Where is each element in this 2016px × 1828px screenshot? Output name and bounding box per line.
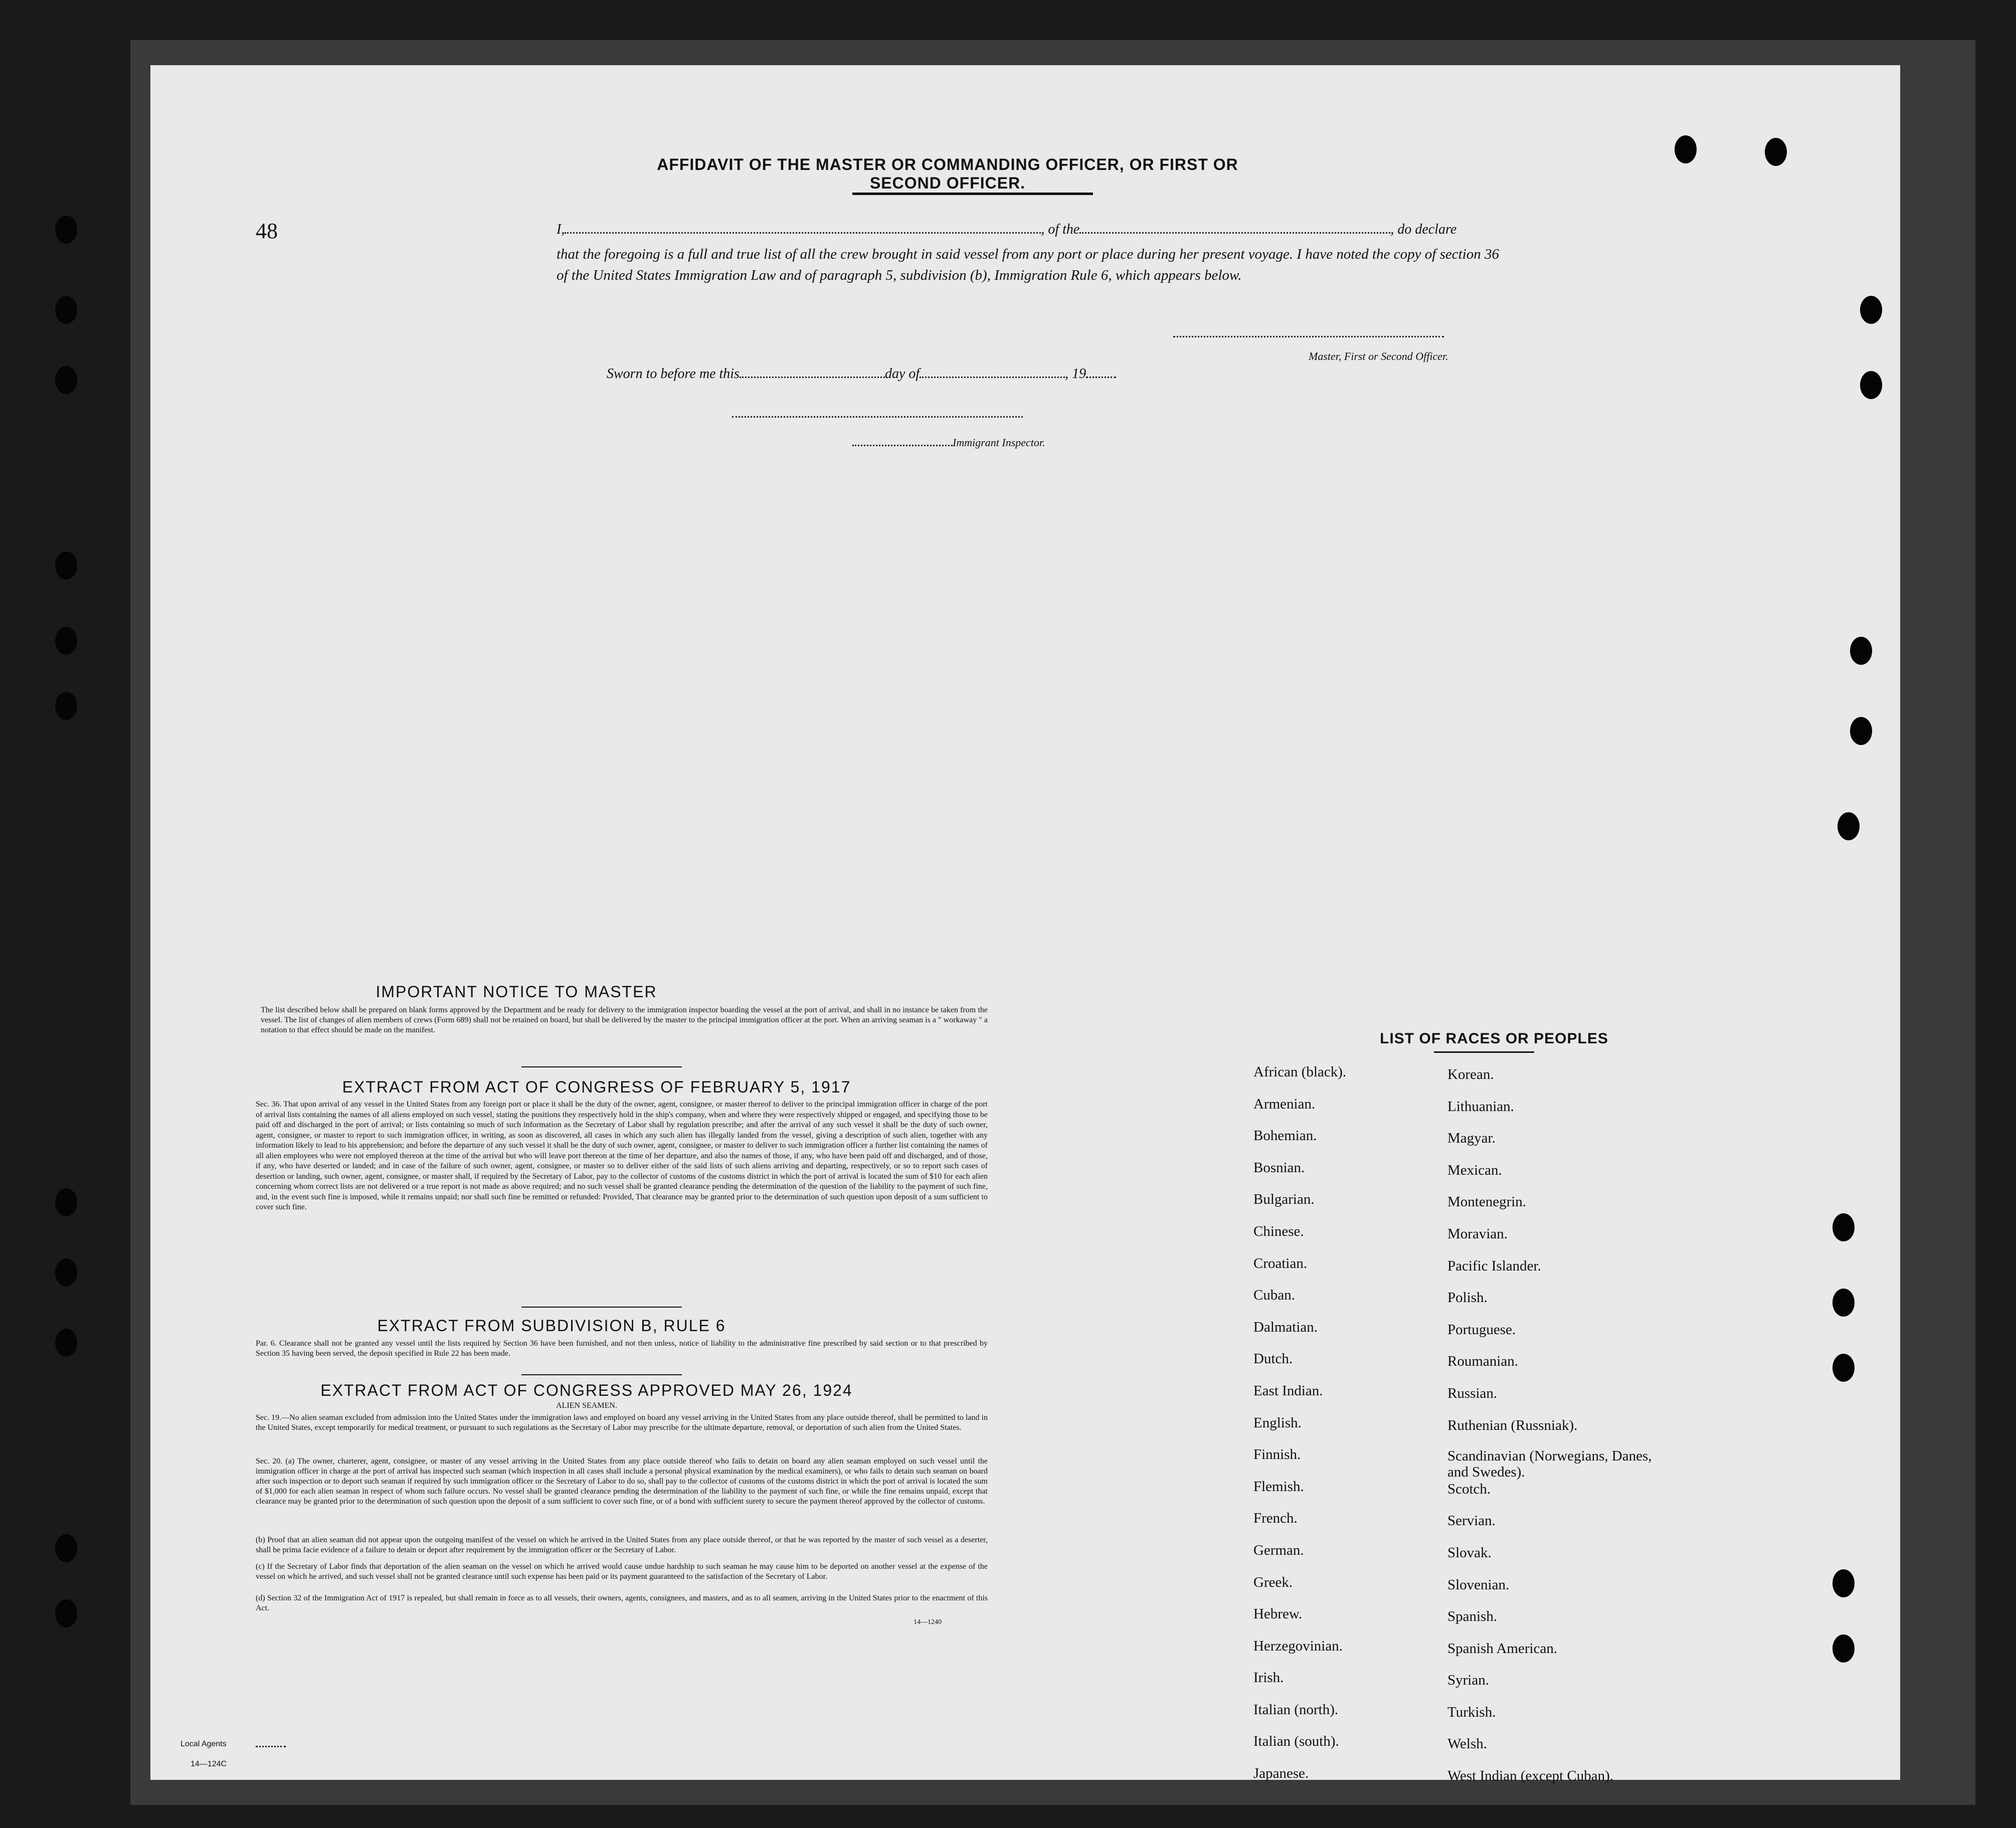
inspector-blank — [852, 445, 953, 446]
local-agents-blank — [256, 1746, 286, 1747]
race-item: Mexican. — [1447, 1162, 1502, 1178]
name-blank — [565, 232, 1041, 234]
race-item: Herzegovinian. — [1253, 1637, 1343, 1654]
race-item: English. — [1253, 1414, 1302, 1431]
race-item: Japanese. — [1253, 1765, 1309, 1782]
race-item: Scotch. — [1447, 1481, 1491, 1497]
race-item: Pacific Islander. — [1447, 1257, 1541, 1274]
binder-hole — [1860, 371, 1882, 399]
binder-hole — [55, 627, 77, 655]
race-item: Turkish. — [1447, 1704, 1496, 1720]
sworn-day-blank — [740, 377, 885, 378]
notice-title: IMPORTANT NOTICE TO MASTER — [376, 983, 657, 1001]
sworn-month-blank — [920, 377, 1065, 378]
extract-1924-sec20b: (b) Proof that an alien seaman did not appear upon the outgoing manifest of the vessel on which he arrived in the United States from any place outside thereof, or that he was reported by the master of such vessel as a deserter, shall be prima facie evidence of a failure to detain or deport after requirement by the immigration officer or the Secretary of Labor. — [256, 1536, 988, 1554]
race-item: Ruthenian (Russniak). — [1447, 1417, 1578, 1433]
binder-hole — [55, 216, 77, 244]
race-item: Polish. — [1447, 1290, 1488, 1306]
divider — [521, 1374, 682, 1375]
binder-hole — [1838, 812, 1860, 840]
binder-hole — [55, 552, 77, 580]
sworn-year-blank — [1086, 377, 1116, 378]
sworn-day-of: day of — [884, 366, 920, 382]
title-rule — [852, 193, 1093, 195]
race-item: Slovak. — [1447, 1544, 1492, 1561]
race-item: Servian. — [1447, 1513, 1496, 1529]
extract-1924-sec20c: (c) If the Secretary of Labor finds that deportation of the alien seaman on the vessel on which he arrived would cause undue hardship to such seaman he may cause him to be deported on another vessel at the expense of the vessel on which he arrived, and such vessel shall not be granted clearance until such expense has been paid or its payment guaranteed to the satisfaction of the Secretary of Labor. — [256, 1562, 988, 1581]
race-item: Portuguese. — [1447, 1321, 1516, 1338]
race-item: Greek. — [1253, 1574, 1293, 1590]
race-item: Montenegrin. — [1447, 1194, 1527, 1210]
extract-1924-sec20d: (d) Section 32 of the Immigration Act of 1917 is repealed, but shall remain in force as to all vessels, their owners, agents, consignees, and masters, and as to all seamen, arriving in the United States prior to the enactment of this Act. — [256, 1594, 988, 1612]
race-item: Bohemian. — [1253, 1128, 1317, 1144]
divider — [521, 1307, 682, 1308]
races-column-2 — [1447, 1065, 1658, 1799]
vessel-blank — [1079, 232, 1390, 234]
affidavit-declare: , do declare — [1390, 222, 1457, 237]
local-agents-label: Local Agents — [180, 1740, 227, 1748]
race-item: Chinese. — [1253, 1223, 1304, 1239]
race-item: East Indian. — [1253, 1382, 1323, 1399]
inspector-line — [852, 436, 1045, 449]
binder-hole — [1832, 1289, 1855, 1317]
binder-hole — [1832, 1213, 1855, 1241]
race-item: Spanish American. — [1447, 1640, 1558, 1657]
race-item: Bosnian. — [1253, 1159, 1305, 1176]
manifest-page — [150, 65, 1900, 1784]
extract-1924-sec20a: Sec. 20. (a) The owner, charterer, agent, consignee, or master of any vessel arriving in the United States from any place outside thereof who fails to detain on board any alien seaman employed on such vessel until the immigration officer in charge at the port of arrival has inspected such seaman (which inspection in all cases shall include a personal physical examination by the medical examiners), or who fails to detain such seaman on board after such inspection or to deport such seaman if required by such immigration officer or the Secretary of Labor to do so, shall pay to the collector of customs of the customs district in which the port of arrival is located the sum of $1,000 for each alien seaman in respect of whom such failure occurs. No vessel shall be granted clearance pending the determination of the liability to the payment of such fine, or while the fine remains unpaid, except that clearance may be granted prior to the determination of such question upon the deposit of a sum sufficient to cover such fine, or of a bond with sufficient surety to secure the payment thereof approved by the collector of customs. — [256, 1457, 988, 1506]
race-item: Lithuanian. — [1447, 1098, 1514, 1115]
binder-hole — [55, 1599, 77, 1627]
race-item: Korean. — [1447, 1066, 1494, 1082]
binder-hole — [55, 1329, 77, 1357]
form-number: 14—1240 — [913, 1618, 942, 1626]
extract-1924-title: EXTRACT FROM ACT OF CONGRESS APPROVED MAY 26, 1924 — [320, 1381, 853, 1399]
extract-1917-title: EXTRACT FROM ACT OF CONGRESS OF FEBRUARY 5, 1917 — [342, 1078, 851, 1096]
race-item: Armenian. — [1253, 1095, 1316, 1112]
race-item: Italian (south). — [1253, 1733, 1339, 1750]
extract-rule6-text: Par. 6. Clearance shall not be granted any vessel until the lists required by Section 36 have been furnished, and not then unless, notice of liability to the administrative fine prescribed by said section or to that prescribed by Section 35 having been served, the deposit specified in Rule 22 has been made. — [256, 1339, 988, 1358]
race-item: Scandinavian (Norwegians, Danes, and Swedes). — [1447, 1448, 1652, 1481]
race-item: Roumanian. — [1447, 1353, 1518, 1370]
affidavit-title: AFFIDAVIT OF THE MASTER OR COMMANDING OFFICER, OR FIRST OR SECOND OFFICER. — [657, 155, 1238, 192]
binder-hole — [55, 1188, 77, 1216]
extract-rule6-title: EXTRACT FROM SUBDIVISION B, RULE 6 — [377, 1317, 726, 1335]
affidavit-declaration-line — [557, 222, 1499, 238]
inspector-caption: Immigrant Inspector. — [953, 436, 1045, 449]
race-item: German. — [1253, 1542, 1304, 1558]
race-item: Finnish. — [1253, 1446, 1301, 1463]
race-item: Irish. — [1253, 1670, 1284, 1686]
race-item: Cuban. — [1253, 1287, 1295, 1304]
race-item: Magyar. — [1447, 1130, 1496, 1147]
signature-caption: Master, First or Second Officer. — [1309, 350, 1448, 362]
race-item: Italian (north). — [1253, 1701, 1339, 1718]
races-title-rule — [1434, 1051, 1534, 1053]
race-item: Flemish. — [1253, 1478, 1304, 1495]
race-item: Croatian. — [1253, 1255, 1308, 1271]
binder-hole — [1832, 1569, 1855, 1597]
binder-hole — [1850, 637, 1872, 665]
race-item: West Indian (except Cuban). — [1447, 1768, 1614, 1784]
footer-form-number: 14—124C — [191, 1760, 227, 1768]
race-item: Welsh. — [1447, 1736, 1488, 1752]
race-item: French. — [1253, 1510, 1298, 1527]
race-item: Bulgarian. — [1253, 1191, 1315, 1208]
affidavit-i: I, — [557, 222, 565, 237]
affidavit-body: that the foregoing is a full and true list of all the crew brought in said vessel from any port or place during her present voyage. I have noted the copy of section 36 of the United States Immigration Law and of paragraph 5, subdivision (b), Immigration Rule 6, which appears below. — [557, 246, 1499, 283]
race-item: Russian. — [1447, 1385, 1498, 1401]
sworn-line — [607, 366, 1116, 382]
binder-hole — [1832, 1634, 1855, 1663]
alien-seamen-heading: ALIEN SEAMEN. — [556, 1401, 617, 1410]
race-item: Syrian. — [1447, 1672, 1489, 1689]
notice-text: The list described below shall be prepared on blank forms approved by the Department and be ready for delivery to the immigration inspector boarding the vessel at the port of arrival, and shall in no instance be taken from the vessel. The list of changes of alien members of crews (Form 689) shall not be retained on board, but shall be delivered by the master to the principal immigration officer at the port. When an arriving seaman is a " workaway " a notation to that effect should be made on the manifest. — [261, 1006, 988, 1034]
binder-hole — [55, 692, 77, 720]
binder-hole — [55, 296, 77, 324]
race-item: Moravian. — [1447, 1225, 1508, 1242]
extract-1917-text: Sec. 36. That upon arrival of any vessel in the United States from any foreign port or place it shall be the duty of the owner, agent, consignee, or master thereof to deliver to the principal immigration officer in charge of the port of arrival lists containing the names of all aliens employed on such vessel, stating the positions they respectively hold in the ship's company, when and where they were respectively shipped or engaged, and specifying those to be paid off and discharged in the port of arrival; or lists containing so much of such information as the Secretary of Labor shall by regulation prescribe; and after the arrival of any such vessel it shall be the duty of such owner, agent, consignee, or master to report to such immigration officer, in writing, as soon as discovered, all cases in which any such alien has illegally landed from the vessel, giving a description of such alien, together with any information likely to lead to his apprehension; and before the departure of any such vessel it shall be the duty of such owner, agent, consignee, or master to deliver to such immigration officer a further list containing the names of all alien employees who were not employed thereon at the time of the arrival but who will leave port thereon at the time of her departure, and also the names of those, if any, who have been paid off and discharged, and of those, if any, who have deserted or landed; and in case of the failure of such owner, agent, consignee, or master so to deliver either of the said lists of such aliens arriving and departing, respectively, or so to report such cases of desertion or landing, such owner, agent, consignee, or master shall, if required by the Secretary of Labor, pay to the collector of customs of the customs district in which the port of arrival is located the sum of $10 for each alien concerning whom correct lists are not delivered or a true report is not made as above required; and no such vessel shall be granted clearance pending the determination of the question of the liability to the payment of such fine, and, in the event such fine is imposed, while it remains unpaid; nor shall such fine be remitted or refunded: Provided, That clearance may be granted prior to the determination of such question upon deposit of a sum sufficient to cover such fine. — [256, 1100, 988, 1211]
sworn-prefix: Sworn to before me this — [607, 366, 740, 382]
race-item: Dutch. — [1253, 1351, 1293, 1367]
sworn-year: , 19 — [1065, 366, 1086, 382]
binder-hole — [55, 1534, 77, 1562]
races-column-1 — [1253, 1063, 1346, 1796]
inspector-signature-line — [732, 416, 1023, 418]
binder-hole — [1850, 717, 1872, 745]
race-item: Dalmatian. — [1253, 1319, 1318, 1335]
race-item: Slovenian. — [1447, 1576, 1510, 1593]
binder-hole — [1860, 296, 1882, 324]
signature-line — [1173, 336, 1444, 337]
binder-hole — [55, 1258, 77, 1287]
race-item: Hebrew. — [1253, 1606, 1303, 1622]
divider — [521, 1066, 682, 1067]
affidavit-of-the: , of the — [1041, 222, 1080, 237]
races-title: LIST OF RACES OR PEOPLES — [1380, 1030, 1608, 1047]
race-item: African (black). — [1253, 1064, 1347, 1080]
race-item: Spanish. — [1447, 1608, 1498, 1625]
binder-hole — [55, 366, 77, 394]
binder-hole — [1765, 138, 1787, 166]
binder-hole — [1675, 135, 1697, 163]
binder-hole — [1832, 1354, 1855, 1382]
margin-number: 48 — [256, 219, 278, 243]
extract-1924-sec19: Sec. 19.—No alien seaman excluded from admission into the United States under the immigration laws and employed on board any vessel arriving in the United States from any place outside thereof, shall be permitted to land in the United States, except temporarily for medical treatment, or pursuant to such regulations as the Secretary of Labor may prescribe for the ultimate departure, removal, or deportation of such alien from the United States. — [256, 1413, 988, 1432]
